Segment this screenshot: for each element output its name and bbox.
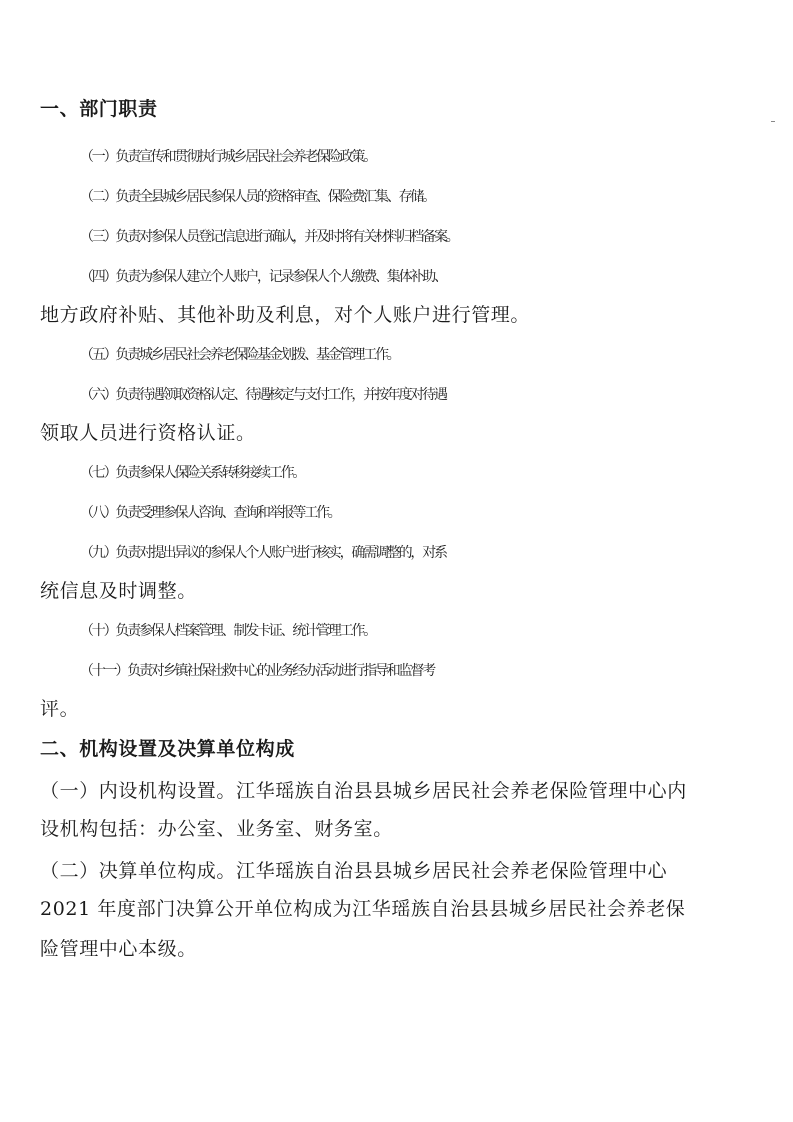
duty-item-6-cont: 领取人员进行资格认证。 bbox=[40, 422, 256, 444]
scan-edge-mark bbox=[771, 121, 775, 122]
duty-item-3: （三）负责对参保人员登记信息进行确认，并及时将有关材料归档备案。 bbox=[80, 229, 458, 245]
duty-item-2: （二）负责全县城乡居民参保人员的资格审查、保险费汇集、存储。 bbox=[80, 189, 434, 205]
duty-item-1: （一）负责宣传和贯彻执行城乡居民社会养老保险政策。 bbox=[80, 149, 375, 165]
duty-item-9: （九）负责对提出异议的参保人个人账户进行核实，确需调整的，对系 bbox=[80, 545, 446, 561]
duty-item-8: （八）负责受理参保人咨询、查询和举报等工作。 bbox=[80, 505, 340, 521]
duty-item-6: （六）负责待遇领取资格认定、待遇核定与支付工作，并按年度对待遇 bbox=[80, 387, 446, 403]
duty-item-11: （十一）负责对乡镇社保社救中心的业务经办活动进行指导和监督考 bbox=[80, 663, 434, 679]
section-heading-structure: 二、机构设置及决算单位构成 bbox=[40, 738, 295, 760]
duty-item-11-cont: 评。 bbox=[40, 698, 80, 720]
duty-item-7: （七）负责参保人保险关系转移接续工作。 bbox=[80, 465, 305, 481]
structure-item-1-cont: 设机构包括：办公室、业务室、财务室。 bbox=[40, 818, 393, 840]
structure-item-2-cont-2: 险管理中心本级。 bbox=[40, 938, 197, 960]
duty-item-4-cont: 地方政府补贴、其他补助及利息，对个人账户进行管理。 bbox=[40, 304, 531, 326]
structure-item-2: （二）决算单位构成。江华瑶族自治县县城乡居民社会养老保险管理中心 bbox=[40, 860, 668, 882]
duty-item-5: （五）负责城乡居民社会养老保险基金划拨、基金管理工作。 bbox=[80, 347, 399, 363]
section-heading-duties: 一、部门职责 bbox=[40, 98, 158, 120]
duty-item-9-cont: 统信息及时调整。 bbox=[40, 580, 197, 602]
duty-item-4: （四）负责为参保人建立个人账户，记录参保人个人缴费、集体补助、 bbox=[80, 269, 446, 285]
structure-item-1: （一）内设机构设置。江华瑶族自治县县城乡居民社会养老保险管理中心内 bbox=[40, 780, 687, 802]
structure-item-2-cont-1: 2021 年度部门决算公开单位构成为江华瑶族自治县县城乡居民社会养老保 bbox=[40, 898, 686, 920]
duty-item-10: （十）负责参保人档案管理、制发卡证、统计管理工作。 bbox=[80, 623, 375, 639]
